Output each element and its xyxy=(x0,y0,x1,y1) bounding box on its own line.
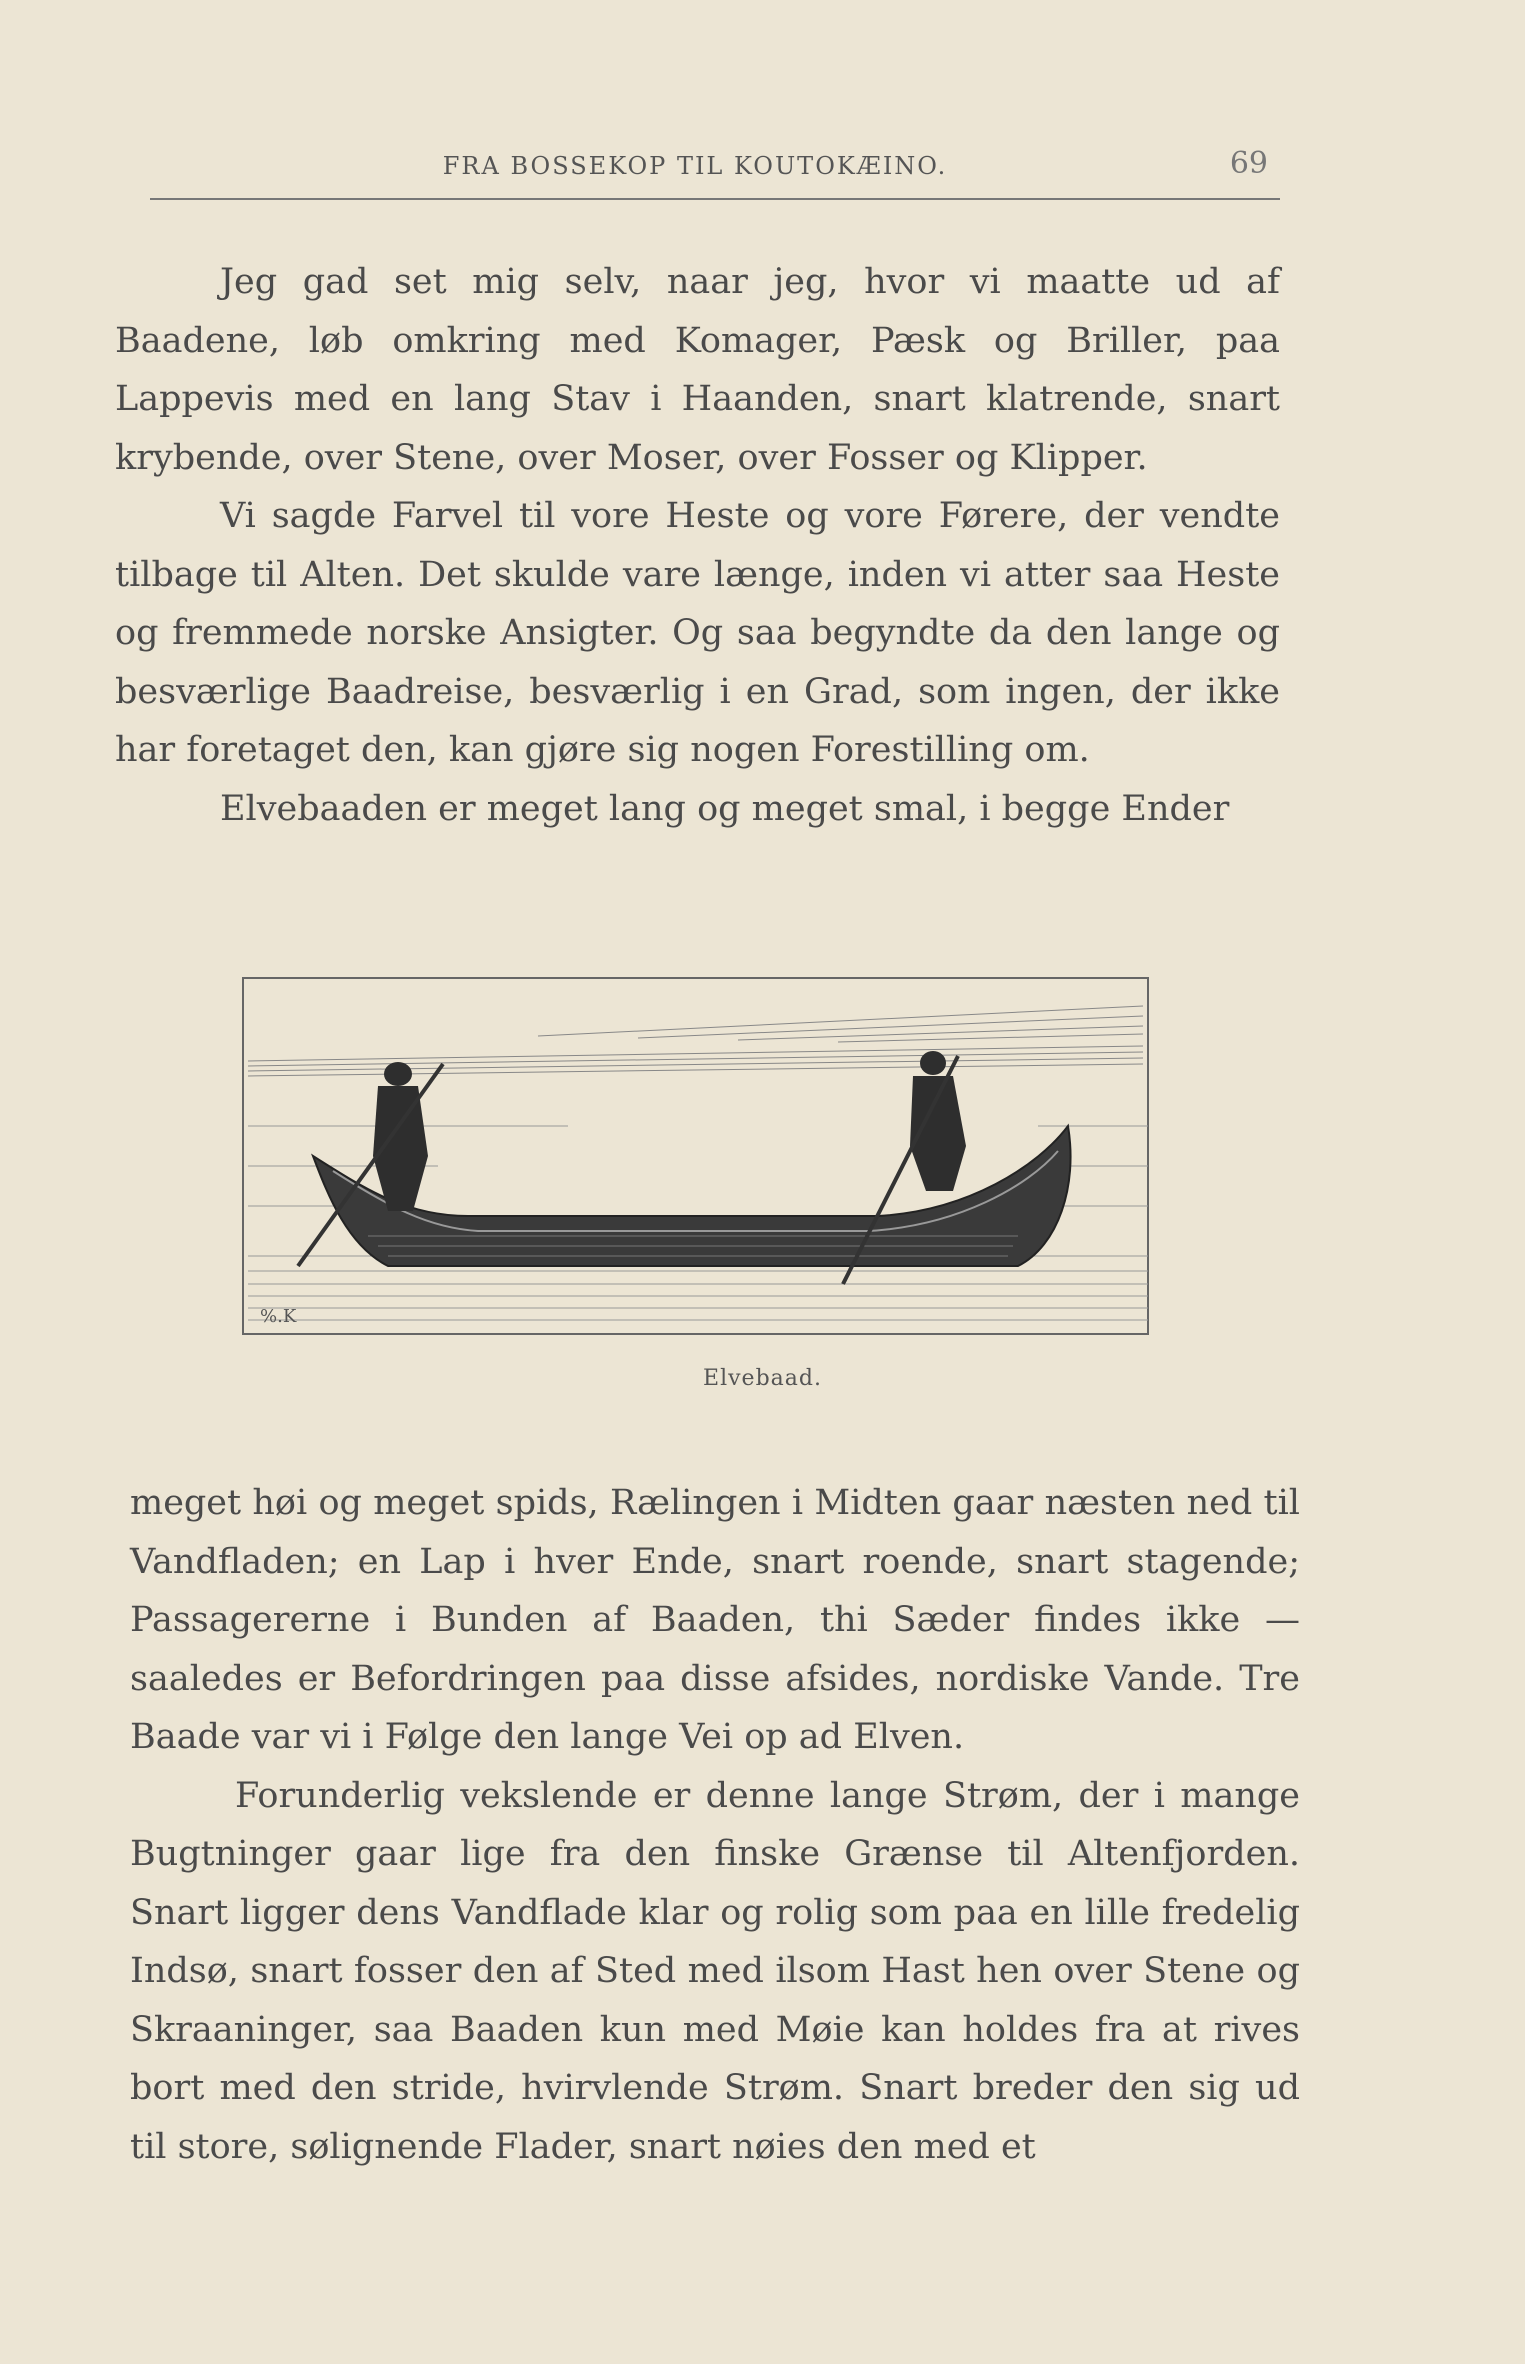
page-number: 69 xyxy=(1229,146,1268,181)
paragraph: Vi sagde Farvel til vore Heste og vore Førere, der vendte tilbage til Alten. Det skulde vare længe, inden vi atter saa Heste og fremmede norske Ansigter. Og saa begyndte da den lange og besværlige Baadreise, besværlig i en Grad, som ingen, der ikke har foretaget den, kan gjøre sig nogen Forestilling om. xyxy=(115,496,1280,770)
svg-text:%.K: %.K xyxy=(260,1306,297,1327)
paragraph: meget høi og meget spids, Rælingen i Midten gaar næsten ned til Vandfladen; en Lap i hver Ende, snart roende, snart stagende; Passagererne i Bunden af Baaden, thi Sæder findes ikke — saaledes er Befordringen paa disse afsides, nordiske Vande. Tre Baade var vi i Følge den lange Vei op ad Elven. xyxy=(130,1483,1300,1757)
header-rule xyxy=(150,198,1280,200)
text-block-bottom xyxy=(130,1474,1300,2176)
paragraph: Forunderlig vekslende er denne lange Strøm, der i mange Bugtninger gaar lige fra den finske Grænse til Altenfjorden. Snart ligger dens Vandflade klar og rolig som paa en lille fredelig Indsø, snart fosser den af Sted med ilsom Hast hen over Stene og Skraaninger, saa Baaden kun med Møie kan holdes fra at rives bort med den stride, hvirvlende Strøm. Snart breder den sig ud til store, sølignende Flader, snart nøies den med et xyxy=(130,1775,1300,2167)
river-boat-engraving xyxy=(238,966,1158,1344)
text-block-top xyxy=(115,253,1280,838)
figure-caption: Elvebaad. xyxy=(703,1366,822,1391)
header-title: FRA BOSSEKOP TIL KOUTOKÆINO. xyxy=(442,152,948,180)
boat-illustration xyxy=(238,966,1158,1344)
paragraph: Elvebaaden er meget lang og meget smal, i begge Ender xyxy=(220,788,1230,829)
running-header xyxy=(110,146,1280,192)
paragraph: Jeg gad set mig selv, naar jeg, hvor vi maatte ud af Baadene, løb omkring med Komager, Pæsk og Briller, paa Lappevis med en lang Stav i Haanden, snart klatrende, snart krybende, over Stene, over Moser, over Fosser og Klipper. xyxy=(115,262,1280,478)
